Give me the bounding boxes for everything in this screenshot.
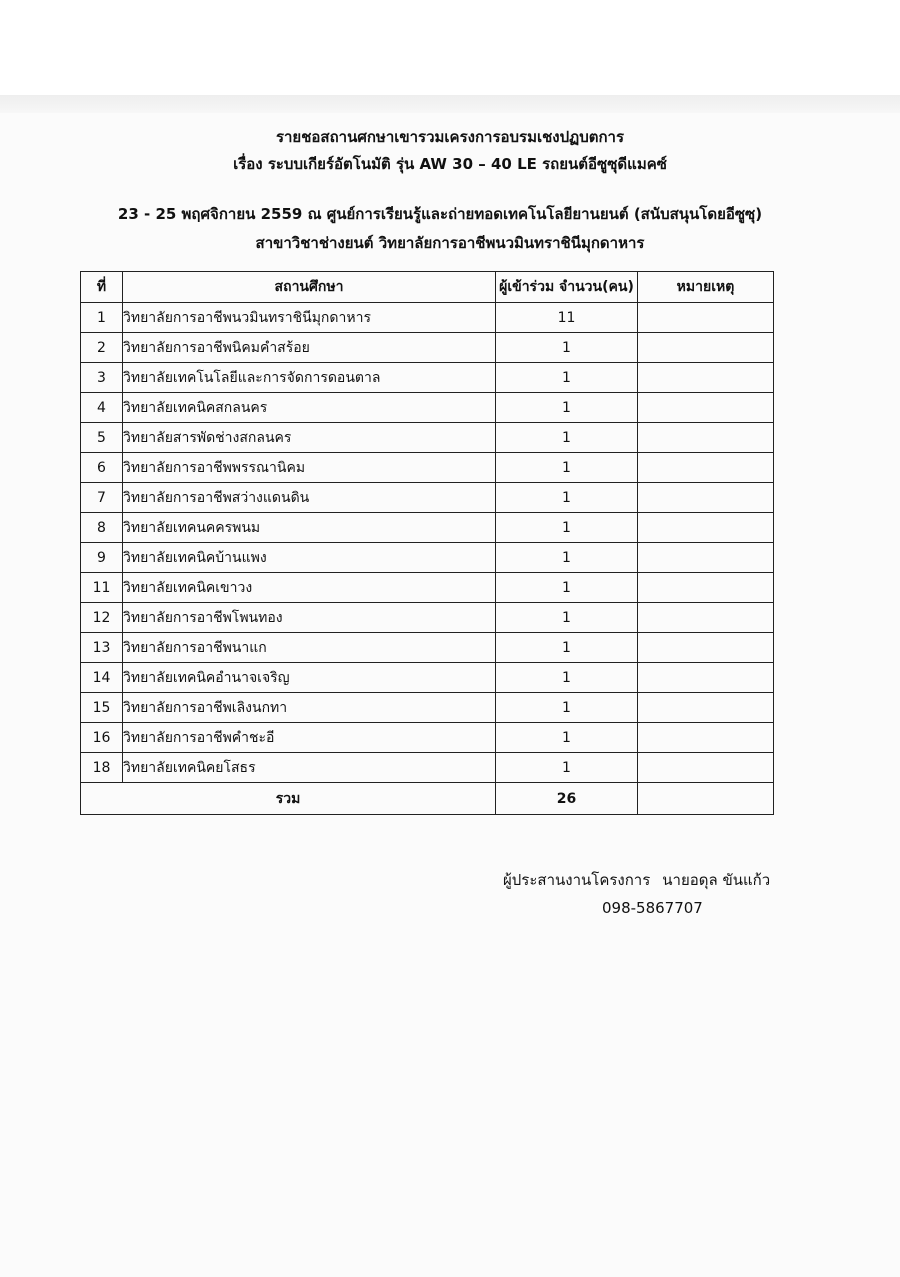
institution-name: วิทยาลัยการอาชีพเลิงนกทา — [123, 693, 496, 723]
coordinator-role: ผู้ประสานงานโครงการ — [503, 871, 651, 889]
row-number: 11 — [81, 573, 123, 603]
row-note — [638, 543, 774, 573]
row-note — [638, 693, 774, 723]
participant-count: 1 — [496, 753, 638, 783]
institution-name: วิทยาลัยการอาชีพคำชะอี — [123, 723, 496, 753]
participant-count: 1 — [496, 333, 638, 363]
participant-table — [80, 271, 774, 815]
institution-name: วิทยาลัยเทคนิคยโสธร — [123, 753, 496, 783]
institution-name: วิทยาลัยการอาชีพสว่างแดนดิน — [123, 483, 496, 513]
participant-count: 1 — [496, 723, 638, 753]
row-number: 15 — [81, 693, 123, 723]
row-note — [638, 303, 774, 333]
row-note — [638, 333, 774, 363]
column-header-no: ที่ — [81, 272, 123, 303]
institution-name: วิทยาลัยการอาชีพนาแก — [123, 633, 496, 663]
row-number: 8 — [81, 513, 123, 543]
total-row — [81, 783, 774, 815]
participant-count: 1 — [496, 363, 638, 393]
participant-count: 1 — [496, 603, 638, 633]
row-number: 7 — [81, 483, 123, 513]
row-note — [638, 753, 774, 783]
column-header-institution: สถานศึกษา — [123, 272, 496, 303]
row-note — [638, 423, 774, 453]
participant-count: 1 — [496, 483, 638, 513]
participant-count: 1 — [496, 393, 638, 423]
row-number: 1 — [81, 303, 123, 333]
coordinator-phone: 098-5867707 — [602, 899, 703, 917]
coordinator-name: นายอดุล ขันแก้ว — [662, 871, 771, 889]
institution-name: วิทยาลัยการอาชีพนวมินทราชินีมุกดาหาร — [123, 303, 496, 333]
row-number: 13 — [81, 633, 123, 663]
table-row — [81, 723, 774, 753]
column-header-note: หมายเหตุ — [638, 272, 774, 303]
institution-name: วิทยาลัยการอาชีพโพนทอง — [123, 603, 496, 633]
institution-name: วิทยาลัยสารพัดช่างสกลนคร — [123, 423, 496, 453]
row-number: 14 — [81, 663, 123, 693]
row-number: 4 — [81, 393, 123, 423]
table-row — [81, 393, 774, 423]
total-value: 26 — [496, 783, 638, 815]
row-number: 18 — [81, 753, 123, 783]
institution-name: วิทยาลัยการอาชีพพรรณานิคม — [123, 453, 496, 483]
participant-count: 1 — [496, 663, 638, 693]
institution-name: วิทยาลัยเทคนิคอำนาจเจริญ — [123, 663, 496, 693]
participant-count: 1 — [496, 693, 638, 723]
table-row — [81, 423, 774, 453]
row-note — [638, 483, 774, 513]
scan-edge — [0, 95, 900, 113]
participant-count: 1 — [496, 423, 638, 453]
coordinator-line — [503, 868, 770, 892]
participant-count: 1 — [496, 543, 638, 573]
institution-name: วิทยาลัยเทคนิคสกลนคร — [123, 393, 496, 423]
table-row — [81, 543, 774, 573]
row-note — [638, 603, 774, 633]
table-row — [81, 633, 774, 663]
institution-name: วิทยาลัยเทคนิคบ้านแพง — [123, 543, 496, 573]
table-row — [81, 573, 774, 603]
document-subject: เรื่อง ระบบเกียร์อัตโนมัติ รุ่น AW 30 – 40 LE รถยนต์อีซูซุดีแมคซ์ — [233, 155, 667, 173]
participant-count: 1 — [496, 513, 638, 543]
row-note — [638, 363, 774, 393]
table-row — [81, 453, 774, 483]
row-number: 5 — [81, 423, 123, 453]
row-note — [638, 393, 774, 423]
institution-name: วิทยาลัยการอาชีพนิคมคำสร้อย — [123, 333, 496, 363]
document-date-venue: 23 - 25 พฤศจิกายน 2559 ณ ศูนย์การเรียนรู้และถ่ายทอดเทคโนโลยียานยนต์ (สนับสนุนโดยอีซูซุ) — [117, 205, 763, 223]
table-row — [81, 603, 774, 633]
institution-name: วิทยาลัยเทคโนโลยีและการจัดการดอนตาล — [123, 363, 496, 393]
table-row — [81, 303, 774, 333]
row-number: 6 — [81, 453, 123, 483]
column-header-count: ผู้เข้าร่วม จำนวน(คน) — [496, 272, 638, 303]
row-number: 16 — [81, 723, 123, 753]
scan-margin — [0, 0, 900, 95]
participant-count: 1 — [496, 633, 638, 663]
row-note — [638, 663, 774, 693]
total-note — [638, 783, 774, 815]
table-body — [81, 303, 774, 783]
row-number: 2 — [81, 333, 123, 363]
table-row — [81, 753, 774, 783]
row-note — [638, 513, 774, 543]
total-label: รวม — [81, 783, 496, 815]
row-note — [638, 453, 774, 483]
participant-count: 1 — [496, 453, 638, 483]
institution-name: วิทยาลัยเทคนคครพนม — [123, 513, 496, 543]
row-number: 9 — [81, 543, 123, 573]
document-title: รายชอสถานศกษาเขารวมเครงการอบรมเชงปฏบตการ — [275, 128, 625, 146]
row-number: 3 — [81, 363, 123, 393]
table-row — [81, 333, 774, 363]
institution-name: วิทยาลัยเทคนิคเขาวง — [123, 573, 496, 603]
document-department: สาขาวิชาช่างยนต์ วิทยาลัยการอาชีพนวมินทราชินีมุกดาหาร — [255, 234, 645, 252]
table-row — [81, 513, 774, 543]
table-row — [81, 363, 774, 393]
row-note — [638, 723, 774, 753]
table-row — [81, 693, 774, 723]
participant-count: 11 — [496, 303, 638, 333]
participant-count: 1 — [496, 573, 638, 603]
table-row — [81, 483, 774, 513]
table-header-row — [81, 272, 774, 303]
row-number: 12 — [81, 603, 123, 633]
row-note — [638, 633, 774, 663]
table-row — [81, 663, 774, 693]
row-note — [638, 573, 774, 603]
